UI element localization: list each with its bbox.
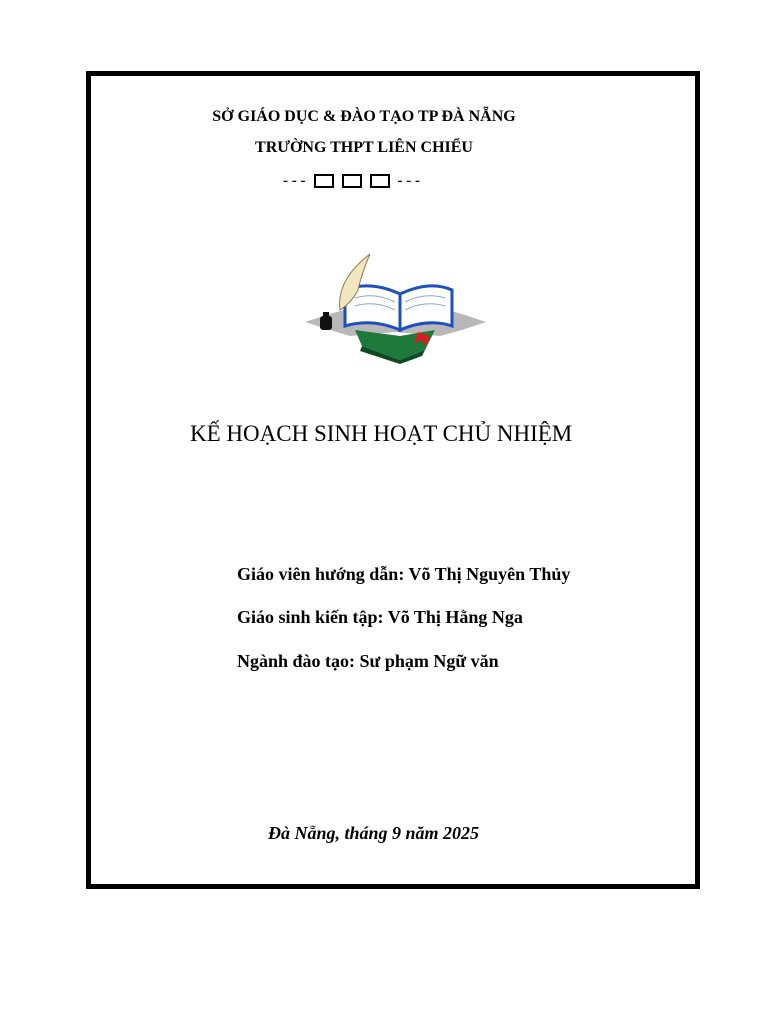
school-heading: TRƯỜNG THPT LIÊN CHIỂU — [255, 139, 473, 156]
open-book-quill-icon — [300, 250, 490, 370]
ornament-dashes-right: - - - — [397, 172, 420, 189]
date-line: Đà Nẵng, tháng 9 năm 2025 — [268, 823, 480, 843]
ornament-box-icon — [342, 174, 362, 188]
page-border — [86, 71, 700, 889]
header-ornament — [283, 171, 420, 191]
supervisor-line: Giáo viên hướng dẫn: Võ Thị Nguyên Thủy — [237, 564, 571, 584]
ornament-box-icon — [314, 174, 334, 188]
department-heading: SỞ GIÁO DỤC & ĐÀO TẠO TP ĐÀ NẴNG — [212, 108, 516, 125]
ornament-dashes-left: - - - — [283, 172, 306, 189]
document-title: KẾ HOẠCH SINH HOẠT CHỦ NHIỆM — [190, 421, 573, 446]
student-teacher-line: Giáo sinh kiến tập: Võ Thị Hằng Nga — [237, 607, 523, 627]
ornament-box-icon — [370, 174, 390, 188]
major-line: Ngành đào tạo: Sư phạm Ngữ văn — [237, 651, 499, 671]
